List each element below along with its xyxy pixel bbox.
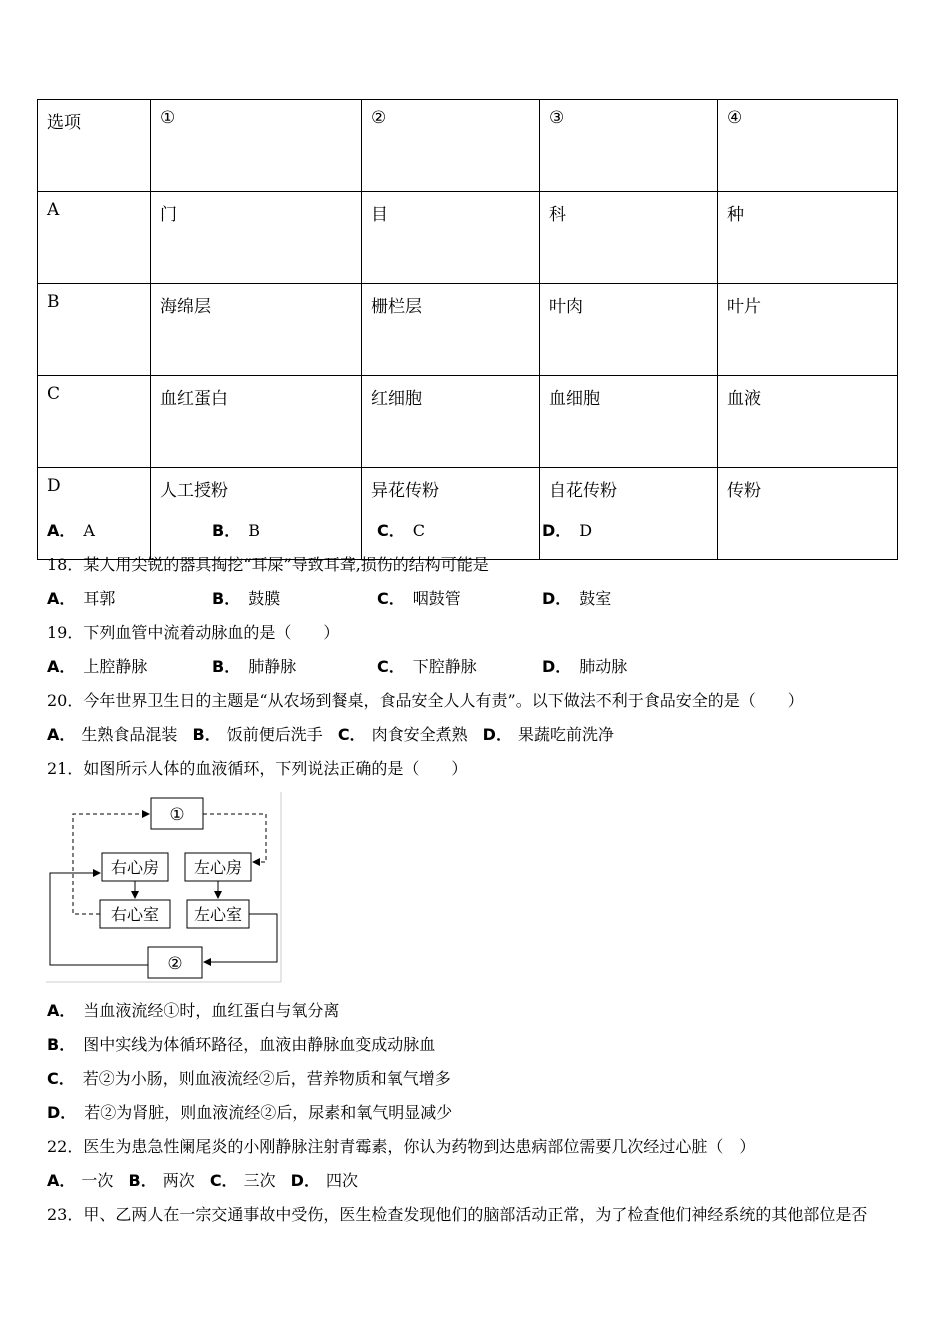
option-label: C．: [377, 589, 405, 608]
table-cell: ④: [718, 100, 898, 192]
table-cell: 种: [718, 192, 898, 284]
q19-option-a[interactable]: [47, 656, 147, 678]
option-text: 一次: [81, 1171, 114, 1190]
option-text: 当血液流经①时，血红蛋白与氧分离: [83, 1001, 340, 1020]
option-text: 若②为小肠，则血液流经②后，营养物质和氧气增多: [82, 1069, 451, 1088]
table-cell: D: [38, 468, 151, 560]
q22-option-a[interactable]: [47, 1171, 113, 1190]
option-text: 肺静脉: [248, 657, 297, 676]
option-label: D．: [482, 725, 512, 744]
options-table: [37, 99, 898, 560]
blood-circulation-diagram: [44, 790, 284, 985]
table-cell: 科: [540, 192, 718, 284]
option-text: 若②为肾脏，则血液流经②后，尿素和氧气明显减少: [84, 1103, 453, 1122]
option-text: 肺动脉: [579, 657, 628, 676]
table-cell: 目: [362, 192, 540, 284]
q22-stem: 22．医生为患急性阑尾炎的小刚静脉注射青霉素，你认为药物到达患病部位需要几次经过心脏（ ）: [47, 1137, 756, 1156]
table-cell: 人工授粉: [151, 468, 362, 560]
table-cell: ③: [540, 100, 718, 192]
q21-option-a[interactable]: [47, 1000, 339, 1022]
option-text: 耳郭: [83, 589, 116, 608]
option-text: 下腔静脉: [412, 657, 477, 676]
table-cell: 红细胞: [362, 376, 540, 468]
table-cell: C: [38, 376, 151, 468]
option-label: B．: [212, 657, 241, 676]
table-row: [38, 192, 898, 284]
table-cell: 传粉: [718, 468, 898, 560]
option-text: 三次: [243, 1171, 276, 1190]
option-text: A: [83, 521, 95, 540]
q22-option-c[interactable]: [210, 1171, 276, 1190]
table-cell: 海绵层: [151, 284, 362, 376]
option-text: 上腔静脉: [83, 657, 148, 676]
left-atrium-label: 左心房: [193, 858, 243, 877]
option-text: 鼓膜: [248, 589, 281, 608]
table-header-row: [38, 100, 898, 192]
q18-stem: 18．某人用尖锐的器具掏挖“耳屎”导致耳聋,损伤的结构可能是: [47, 555, 489, 574]
right-ventricle-label: 右心室: [110, 905, 160, 924]
option-text: D: [579, 521, 593, 540]
q20-option-c[interactable]: [338, 725, 468, 744]
option-label: B．: [192, 725, 221, 744]
option-label: A．: [47, 521, 76, 540]
option-text: 鼓室: [579, 589, 612, 608]
table-cell: 血红蛋白: [151, 376, 362, 468]
q18-option-c[interactable]: [377, 588, 461, 610]
q21-option-c[interactable]: [47, 1068, 451, 1090]
q22-option-b[interactable]: [129, 1171, 195, 1190]
option-text: 果蔬吃前洗净: [517, 725, 614, 744]
table-cell: 异花传粉: [362, 468, 540, 560]
option-label: C．: [337, 725, 366, 744]
q22-options: [47, 1170, 368, 1192]
table-row: [38, 468, 898, 560]
option-text: 肉食安全煮熟: [371, 725, 468, 744]
q17-option-d[interactable]: [542, 520, 592, 542]
q20-option-d[interactable]: [483, 725, 614, 744]
q19-option-b[interactable]: [212, 656, 296, 678]
q17-option-b[interactable]: [212, 520, 260, 542]
option-text: 两次: [162, 1171, 195, 1190]
table-cell: 选项: [38, 100, 151, 192]
box-2-label: ②: [167, 954, 183, 974]
box-1-label: ①: [169, 805, 185, 825]
option-label: B．: [128, 1171, 157, 1190]
q18-option-b[interactable]: [212, 588, 280, 610]
table-cell: ②: [362, 100, 540, 192]
option-label: A．: [47, 1001, 76, 1020]
q21-option-d[interactable]: [47, 1102, 452, 1124]
option-label: A．: [47, 657, 76, 676]
left-ventricle-label: 左心室: [193, 905, 243, 924]
table-cell: 血细胞: [540, 376, 718, 468]
q20-option-b[interactable]: [193, 725, 323, 744]
q18-option-a[interactable]: [47, 588, 115, 610]
option-text: B: [248, 521, 260, 540]
q20-option-a[interactable]: [47, 725, 177, 744]
option-text: C: [412, 521, 425, 540]
option-text: 生熟食品混装: [81, 725, 178, 744]
option-label: B．: [212, 589, 241, 608]
q20-stem: 20．今年世界卫生日的主题是“从农场到餐桌，食品安全人人有责”。以下做法不利于食品安全的是（ ）: [47, 691, 804, 710]
option-label: C．: [377, 657, 405, 676]
option-text: 四次: [325, 1171, 358, 1190]
option-label: A．: [47, 725, 76, 744]
q20-options: [47, 724, 624, 746]
option-label: A．: [47, 589, 76, 608]
table-row: [38, 284, 898, 376]
q22-option-d[interactable]: [291, 1171, 358, 1190]
option-label: D．: [290, 1171, 320, 1190]
table-row: [38, 376, 898, 468]
table-cell: B: [38, 284, 151, 376]
q21-option-b[interactable]: [47, 1034, 435, 1056]
table-cell: 门: [151, 192, 362, 284]
table-cell: 栅栏层: [362, 284, 540, 376]
option-text: 图中实线为体循环路径，血液由静脉血变成动脉血: [83, 1035, 436, 1054]
q19-option-c[interactable]: [377, 656, 477, 678]
option-label: D．: [47, 1103, 77, 1122]
option-label: C．: [209, 1171, 238, 1190]
table-cell: A: [38, 192, 151, 284]
option-label: D．: [542, 657, 572, 676]
option-label: C．: [377, 521, 405, 540]
table-cell: 叶肉: [540, 284, 718, 376]
q21-stem: 21．如图所示人体的血液循环，下列说法正确的是（ ）: [47, 759, 468, 778]
table-cell: 叶片: [718, 284, 898, 376]
table-cell: 血液: [718, 376, 898, 468]
option-text: 咽鼓管: [412, 589, 461, 608]
q18-option-d[interactable]: [542, 588, 611, 610]
option-label: C．: [47, 1069, 75, 1088]
q23-stem: 23．甲、乙两人在一宗交通事故中受伤，医生检查发现他们的脑部活动正常，为了检查他们神经系统的其他部位是否: [47, 1205, 868, 1224]
option-text: 饭前便后洗手: [226, 725, 323, 744]
option-label: D．: [542, 521, 572, 540]
option-label: A．: [47, 1171, 76, 1190]
table-cell: ①: [151, 100, 362, 192]
q19-option-d[interactable]: [542, 656, 627, 678]
option-label: B．: [212, 521, 241, 540]
q17-option-a[interactable]: [47, 520, 95, 542]
option-label: D．: [542, 589, 572, 608]
table-cell: 自花传粉: [540, 468, 718, 560]
q19-stem: 19．下列血管中流着动脉血的是（ ）: [47, 623, 340, 642]
q17-option-c[interactable]: [377, 520, 425, 542]
option-label: B．: [47, 1035, 76, 1054]
right-atrium-label: 右心房: [110, 858, 160, 877]
